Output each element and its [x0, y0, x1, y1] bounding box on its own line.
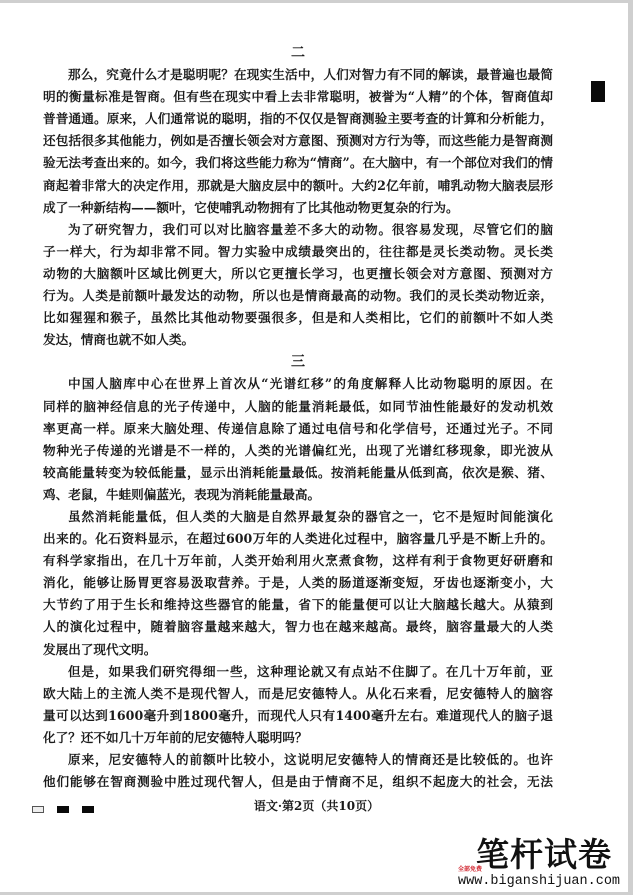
- text-line: 率更高一样。原来大脑处理、传递信息除了通过电信号和化学信号，还通过光子。不同: [43, 420, 553, 436]
- text-line: 为了研究智力，我们可以对比脑容量差不多大的动物。很容易发现，尽管它们的脑: [68, 221, 553, 237]
- registration-mark: [591, 81, 605, 102]
- watermark-url[interactable]: www.biganshijuan.com: [458, 874, 621, 889]
- text-line: 那么，究竟什么才是聪明呢？在现实生活中，人们对智力有不同的解读，最普遍也最简: [68, 67, 553, 83]
- text-line: 虽然消耗能量低，但人类的大脑是自然界最复杂的器官之一，它不是短时间能演化: [68, 508, 553, 524]
- text-line: 大节约了用于生长和维持这些器官的能量，省下的能量便可以让大脑越长越大。从猿到: [43, 597, 553, 613]
- text-line: 子一样大，行为却非常不同。智力实验中成绩最突出的，往往都是灵长类动物。灵长类: [43, 243, 553, 259]
- paragraph-3: [43, 373, 553, 506]
- watermark-title: 笔杆试卷: [476, 835, 612, 874]
- text-line: 比如猩猩和猴子，虽然比其他动物要强很多，但是和人类相比，它们的前额叶不如人类: [43, 310, 553, 326]
- text-line: 人的演化过程中，随着脑容量越来越大，智力也在越来越高。最终，脑容量最大的人类: [43, 619, 553, 635]
- watermark-badge: 全部免费: [458, 866, 483, 873]
- page-footer: 语文·第2页（共10页）: [253, 799, 380, 813]
- text-line: 他们能够在智商测验中胜过现代智人，但是由于情商不足，组织不起庞大的社会，无法: [43, 774, 553, 790]
- section-heading-two: 二: [291, 45, 305, 61]
- text-line: 中国人脑库中心在世界上首次从“光谱红移”的角度解释人比动物聪明的原因。在: [68, 376, 553, 392]
- text-line: 消化，能够让肠胃更容易汲取营养。于是，人类的肠道逐渐变短，牙齿也逐渐变小，大: [43, 575, 553, 591]
- paragraph-2: [43, 219, 553, 352]
- text-line: 鸡、老鼠，牛蛙则偏蓝光，表现为消耗能量最高。: [43, 486, 321, 502]
- text-line: 普普通通。原来，人们通常说的聪明，指的不仅仅是智商测验主要考查的计算和分析能力，: [43, 111, 553, 127]
- text-line: 有科学家指出，在几十万年前，人类开始利用火烹煮食物，这样有利于食物更好研磨和: [43, 553, 553, 569]
- text-line: 物种光子传递的光谱是不一样的，人类的光谱偏红光，出现了光谱红移现象，即光波从: [43, 442, 553, 458]
- text-line: 动物的大脑额叶区域比例更大，所以它更擅长学习，也更擅长领会对方意图、预测对方: [43, 265, 553, 281]
- text-line: 化了？还不如几十万年前的尼安德特人聪明吗？: [43, 729, 308, 745]
- text-line: 但是，如果我们研究得细一些，这种理论就又有点站不住脚了。在几十万年前，亚: [68, 663, 553, 679]
- text-line: 原来，尼安德特人的前额叶比较小，这说明尼安德特人的情商还是比较低的。也许: [68, 752, 553, 767]
- text-line: 成了一种新结构——额叶，它使哺乳动物拥有了比其他动物更复杂的行为。: [43, 199, 459, 215]
- text-line: 同样的脑神经信息的光子传递中，人脑的能量消耗最低，如同节油性能最好的发动机效: [43, 398, 553, 414]
- paragraph-6: [43, 749, 553, 793]
- text-line: 较高能量转变为较低能量，显示出消耗能量最低。按消耗能量从低到高，依次是猴、猪、: [43, 464, 553, 480]
- text-line: 行为。人类是前额叶最发达的动物，所以也是情商最高的动物。我们的灵长类动物近亲，: [43, 288, 553, 304]
- text-line: 明的衡量标准是智商。但有些在现实中看上去非常聪明，被誉为“人精”的个体，智商值却: [43, 89, 553, 105]
- text-line: 商起着非常大的决定作用，那就是大脑皮层中的额叶。大约2亿年前，哺乳动物大脑表层形: [43, 177, 553, 193]
- section-heading-three: 三: [291, 354, 305, 371]
- text-line: 发展出了现代文明。: [43, 641, 157, 657]
- page-frame-top: [0, 0, 633, 3]
- text-line: 验无法考查出来的。如今，我们将这些能力称为“情商”。在大脑中，有一个部位对我们的情: [43, 155, 553, 171]
- text-line: 量可以达到1600毫升到1800毫升，而现代人只有1400毫升左右。难道现代人的脑子退: [43, 707, 553, 723]
- text-line: 出来的。化石资料显示，在超过600万年的人类进化过程中，脑容量几乎是不断上升的。: [43, 531, 553, 547]
- text-line: 还包括很多其他能力，例如是否擅长领会对方意图、预测对方行为等，而这些能力是智商测: [43, 133, 553, 149]
- document-body: [43, 42, 553, 793]
- paragraph-1: [43, 64, 553, 219]
- page-frame-right: [628, 0, 633, 895]
- text-line: 欧大陆上的主流人类不是现代智人，而是尼安德特人。从化石来看，尼安德特人的脑容: [43, 685, 553, 701]
- text-line: 发达，情商也就不如人类。: [43, 332, 195, 348]
- paragraph-4: [43, 506, 553, 661]
- paragraph-5: [43, 661, 553, 749]
